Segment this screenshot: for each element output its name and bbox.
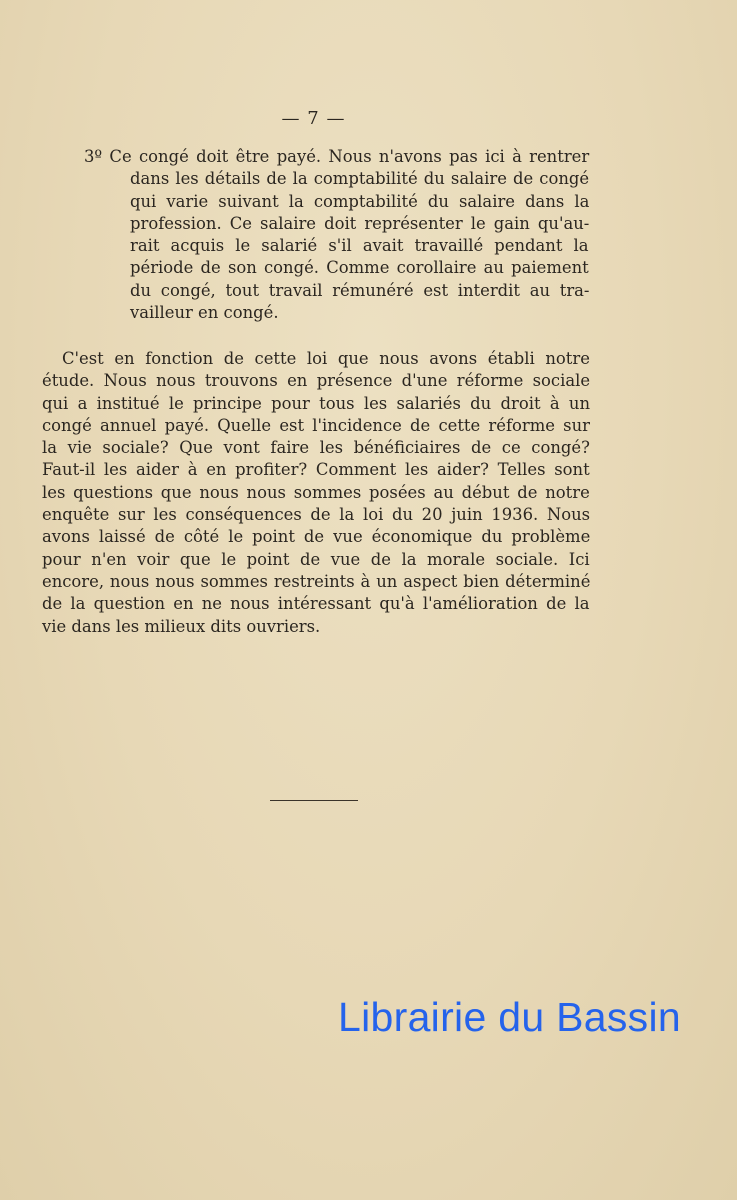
- text-line: vie dans les milieux dits ouvriers.: [42, 616, 321, 636]
- text-line: qui varie suivant la comptabilité du salaire dans la: [130, 191, 590, 211]
- text-line: les questions que nous nous sommes posées au début de notre: [42, 482, 590, 502]
- text-line: profession. Ce salaire doit représenter le gain qu'au-: [130, 213, 590, 233]
- text-line: pour n'en voir que le point de vue de la morale sociale. Ici: [42, 549, 590, 569]
- text-line: dans les détails de la comptabilité du salaire de congé: [130, 169, 590, 189]
- section-divider: [270, 800, 358, 801]
- text-line: congé annuel payé. Quelle est l'incidence de cette réforme sur: [42, 415, 590, 435]
- page-number: — 7 —: [281, 108, 346, 129]
- text-line: C'est en fonction de cette loi que nous avons établi notre: [62, 349, 590, 368]
- text-line: rait acquis le salarié s'il avait travaillé pendant la: [130, 236, 589, 256]
- body-paragraph: [42, 348, 590, 638]
- text-line: de la question en ne nous intéressant qu'à l'amélioration de la: [42, 594, 590, 614]
- text-line: Faut-il les aider à en profiter? Comment les aider? Telles sont: [42, 460, 590, 480]
- bookseller-watermark: Librairie du Bassin: [338, 994, 681, 1040]
- text-line: période de son congé. Comme corollaire au paiement: [130, 258, 589, 278]
- text-line: vailleur en congé.: [130, 303, 279, 323]
- text-line: la vie sociale? Que vont faire les bénéficiaires de ce congé?: [42, 438, 590, 458]
- text-line: enquête sur les conséquences de la loi du 20 juin 1936. Nous: [42, 505, 591, 525]
- text-line: qui a institué le principe pour tous les salariés du droit à un: [42, 393, 591, 413]
- text-line: avons laissé de côté le point de vue économique du problème: [42, 527, 591, 547]
- text-line: étude. Nous nous trouvons en présence d'une réforme sociale: [42, 371, 591, 391]
- text-line: encore, nous nous sommes restreints à un aspect bien déterminé: [42, 571, 591, 591]
- list-item-3: [84, 146, 589, 324]
- text-line: 3º Ce congé doit être payé. Nous n'avons pas ici à rentrer: [84, 147, 590, 166]
- text-line: du congé, tout travail rémunéré est interdit au tra-: [130, 280, 590, 300]
